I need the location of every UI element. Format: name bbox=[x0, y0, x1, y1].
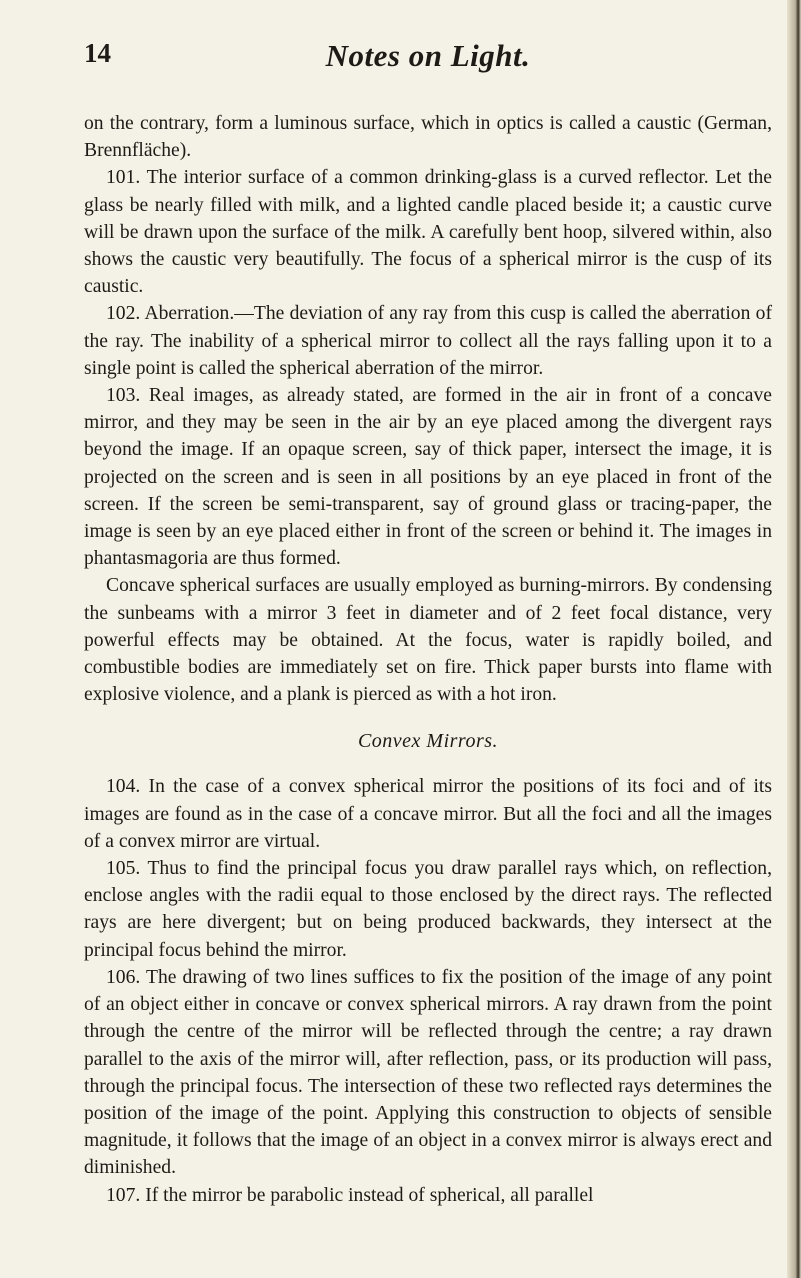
paragraph: 104. In the case of a convex spherical mirror the positions of its foci and of its images are found as in the case of a concave mirror. But all the foci and all the images of a convex mirror are virtual. bbox=[84, 776, 772, 852]
paragraph: on the contrary, form a luminous surface, which in optics is called a caustic (German, Brennfläche). bbox=[84, 113, 772, 162]
paragraph: 107. If the mirror be parabolic instead of spherical, all parallel bbox=[106, 1184, 594, 1206]
paragraph: 103. Real images, as already stated, are formed in the air in front of a concave mirror, and they may be seen in the air by an eye placed among the divergent rays beyond the image. If an opaque screen, say of thick paper, intersect the image, it is projected on the screen and is seen in all positions by an eye placed in front of the screen. If the screen be semi-transparent, say of ground glass or tracing-paper, the image is seen by an eye placed either in front of the screen or behind it. The images in phantasmagoria are thus formed. bbox=[84, 385, 772, 570]
section-heading: Convex Mirrors. bbox=[357, 730, 499, 753]
paragraph: 106. The drawing of two lines suffices to fix the position of the image of any point of an object either in concave or convex spherical mirrors. A ray drawn from the point through the centre of the mirror will be reflected through the centre; a ray drawn parallel to the axis of the mirror will, after reflection, pass, or its production will pass, through the principal focus. The intersection of these two reflected rays determines the position of the image of the point. Applying this construction to objects of sensible magnitude, it follows that the image of an object in a convex mirror is always erect and diminished. bbox=[84, 966, 772, 1179]
running-title: Notes on Light. bbox=[325, 38, 531, 73]
book-page bbox=[84, 38, 772, 1209]
paragraph: 101. The interior surface of a common drinking-glass is a curved reflector. Let the glass be nearly filled with milk, and a lighted candle placed beside it; a caustic curve will be drawn upon the surface of the milk. A carefully bent hoop, silvered within, also shows the caustic very beautifully. The focus of a spherical mirror is the cusp of its caustic. bbox=[84, 167, 772, 298]
paragraph: 102. Aberration.—The deviation of any ray from this cusp is called the aberration of the ray. The inability of a spherical mirror to collect all the rays falling upon it to a single point is called the spherical aberration of the mirror. bbox=[84, 303, 772, 379]
page-header bbox=[84, 38, 772, 82]
paragraph: 105. Thus to find the principal focus you draw parallel rays which, on reflection, enclose angles with the radii equal to those enclosed by the direct rays. The reflected rays are here divergent; but on being produced backwards, they intersect at the principal focus behind the mirror. bbox=[84, 858, 772, 961]
page-edge-shadow bbox=[787, 0, 801, 1278]
paragraph: Concave spherical surfaces are usually employed as burning-mirrors. By condensing the sunbeams with a mirror 3 feet in diameter and of 2 feet focal distance, very powerful effects may be obtained. At the focus, water is rapidly boiled, and combustible bodies are immediately set on fire. Thick paper bursts into flame with explosive violence, and a plank is pierced as with a hot iron. bbox=[84, 575, 772, 706]
page-number: 14 bbox=[84, 38, 111, 68]
